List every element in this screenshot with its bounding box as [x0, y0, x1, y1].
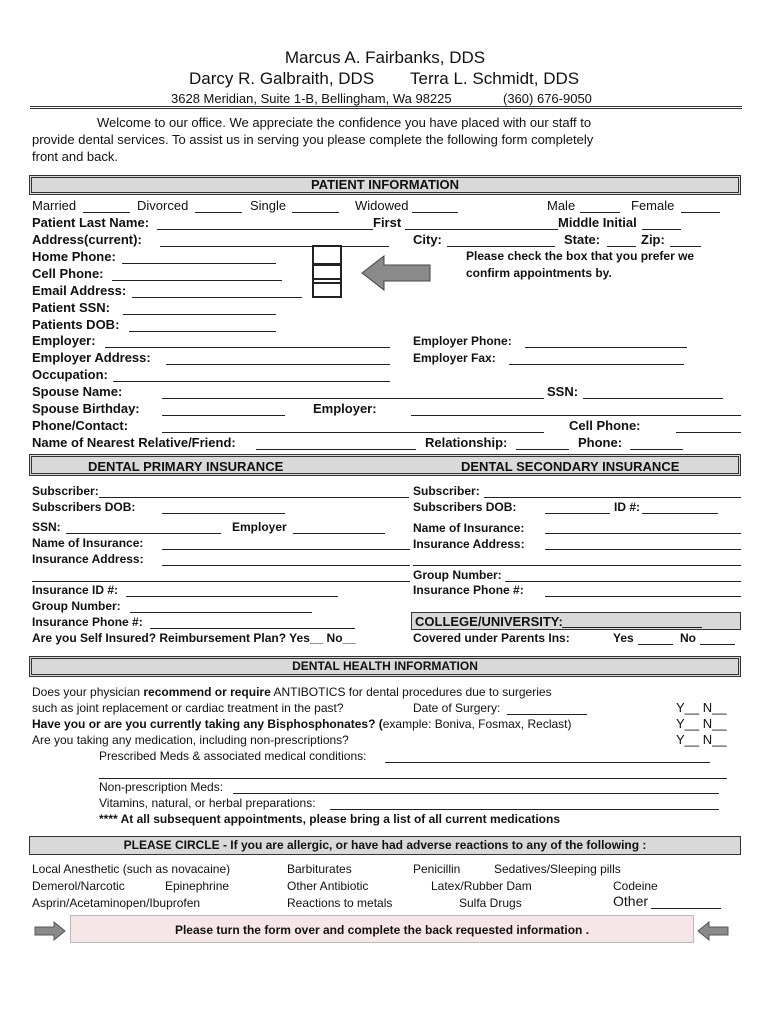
sec-insurance-address-field[interactable] — [545, 549, 741, 550]
insurance-id-field[interactable] — [126, 596, 338, 597]
email-label: Email Address: — [32, 283, 127, 298]
prescribed-meds-label: Prescribed Meds & associated medical conditions: — [99, 749, 367, 763]
welcome-line-2: provide dental services. To assist us in serving you please complete the following form completely — [32, 132, 594, 147]
allergy-other-label: Other — [613, 893, 649, 909]
medication-yn[interactable]: Y__ N__ — [676, 732, 727, 747]
dob-field[interactable] — [129, 331, 276, 332]
employer-phone-label: Employer Phone: — [413, 334, 512, 348]
patient-info-header — [29, 175, 741, 195]
ins-employer-label: Employer — [232, 520, 287, 534]
ins-employer-field[interactable] — [293, 533, 385, 534]
ins-ssn-field[interactable] — [66, 533, 221, 534]
cell-phone-label: Cell Phone: — [32, 266, 104, 281]
cell-phone2-field[interactable] — [676, 432, 741, 433]
insurance-address-field[interactable] — [162, 565, 410, 566]
college-label: COLLEGE/UNIVERSITY: — [415, 614, 563, 629]
employer-label: Employer: — [32, 333, 96, 348]
primary-insurance-title: DENTAL PRIMARY INSURANCE — [88, 459, 284, 474]
doctor-name-1: Marcus A. Fairbanks, DDS — [284, 48, 486, 67]
email-field[interactable] — [132, 297, 302, 298]
medication-question: Are you taking any medication, including non-prescriptions? — [32, 733, 349, 747]
group-number-label: Group Number: — [32, 599, 121, 613]
covered-no-label: No — [680, 631, 696, 645]
relative-phone-field[interactable] — [630, 449, 683, 450]
city-label: City: — [413, 232, 442, 247]
zip-label: Zip: — [641, 232, 665, 247]
nonprescription-label: Non-prescription Meds: — [99, 780, 224, 794]
doctor-name-3: Terra L. Schmidt, DDS — [410, 69, 580, 88]
vitamins-label: Vitamins, natural, or herbal preparations: — [99, 796, 316, 810]
subscribers-dob-label: Subscribers DOB: — [32, 500, 136, 514]
spouse-employer-field[interactable] — [411, 415, 741, 416]
secondary-insurance-title: DENTAL SECONDARY INSURANCE — [461, 459, 680, 474]
sec-id-label: ID #: — [614, 500, 641, 514]
covered-parents-label: Covered under Parents Ins: — [413, 631, 570, 645]
relationship-field[interactable] — [516, 449, 569, 450]
confirm-note-2: confirm appointments by. — [466, 266, 612, 280]
antibiotics-yn[interactable]: Y__ N__ — [676, 700, 727, 715]
sec-subscribers-dob-label: Subscribers DOB: — [413, 500, 517, 514]
right-arrow-icon — [34, 921, 66, 941]
last-name-label: Patient Last Name: — [32, 215, 150, 230]
sec-subscriber-field[interactable] — [484, 497, 741, 498]
sec-group-number-label: Group Number: — [413, 568, 502, 582]
college-box[interactable] — [411, 612, 741, 630]
single-label: Single — [250, 198, 287, 213]
welcome-line-3: front and back. — [32, 149, 118, 164]
date-surgery-label: Date of Surgery: — [413, 701, 501, 715]
nonprescription-field[interactable] — [233, 793, 719, 794]
allergy-local-anesthetic[interactable]: Local Anesthetic (such as novacaine) — [32, 862, 231, 876]
left-arrow-small-icon — [697, 921, 729, 941]
office-phone: (360) 676-9050 — [503, 91, 592, 106]
antibiotics-question-2: such as joint replacement or cardiac treatment in the past? — [32, 701, 344, 715]
zip-field[interactable] — [670, 246, 701, 247]
sec-insurance-phone-field[interactable] — [545, 596, 741, 597]
allergy-header — [29, 836, 741, 855]
nearest-relative-label: Name of Nearest Relative/Friend: — [32, 435, 236, 450]
widowed-field[interactable] — [412, 212, 458, 213]
allergy-other-field[interactable] — [651, 908, 721, 909]
health-title: DENTAL HEALTH INFORMATION — [292, 659, 478, 673]
vitamins-field[interactable] — [330, 809, 719, 810]
address-label: Address(current): — [32, 232, 142, 247]
insurance-name-field[interactable] — [162, 549, 410, 550]
prescribed-meds-field-2[interactable] — [99, 778, 727, 779]
home-phone-checkbox[interactable] — [312, 245, 342, 265]
footer-note-box — [70, 915, 694, 943]
married-field[interactable] — [83, 212, 130, 213]
spouse-employer-label: Employer: — [313, 401, 377, 416]
subscriber-field[interactable] — [99, 497, 409, 498]
relative-phone-label: Phone: — [578, 435, 623, 450]
covered-yes-field[interactable] — [638, 644, 673, 645]
date-surgery-field[interactable] — [507, 714, 587, 715]
allergy-barbiturates[interactable]: Barbiturates — [287, 862, 352, 876]
allergy-penicillin[interactable]: Penicillin — [413, 862, 461, 876]
first-name-label: First — [373, 215, 402, 230]
employer-phone-field[interactable] — [525, 347, 687, 348]
insurance-id-label: Insurance ID #: — [32, 583, 119, 597]
allergy-title: PLEASE CIRCLE - If you are allergic, or have had adverse reactions to any of the following : — [123, 838, 647, 852]
allergy-demerol[interactable]: Demerol/Narcotic — [32, 879, 125, 893]
state-field[interactable] — [607, 246, 636, 247]
patient-info-title: PATIENT INFORMATION — [310, 177, 460, 192]
occupation-field[interactable] — [113, 381, 390, 382]
home-phone-label: Home Phone: — [32, 249, 116, 264]
dob-label: Patients DOB: — [32, 317, 120, 332]
employer-fax-field[interactable] — [509, 364, 684, 365]
ssn-field[interactable] — [123, 314, 276, 315]
sec-subscriber-label: Subscriber: — [413, 484, 480, 498]
left-arrow-icon — [360, 254, 432, 292]
bring-list-note: **** At all subsequent appointments, please bring a list of all current medications — [99, 812, 560, 826]
phone-contact-label: Phone/Contact: — [32, 418, 129, 433]
antibiotics-question — [32, 685, 552, 699]
spouse-name-field[interactable] — [162, 398, 544, 399]
sec-insurance-address-field-2[interactable] — [413, 565, 741, 566]
insurance-phone-label: Insurance Phone #: — [32, 615, 143, 629]
sec-group-number-field[interactable] — [505, 581, 741, 582]
ins-ssn-label: SSN: — [32, 520, 61, 534]
ssn-label: Patient SSN: — [32, 300, 111, 315]
sec-insurance-name-label: Name of Insurance: — [413, 521, 525, 535]
email-checkbox[interactable] — [312, 278, 342, 298]
single-field[interactable] — [292, 212, 339, 213]
subscriber-label: Subscriber: — [32, 484, 99, 498]
spouse-ssn-field[interactable] — [583, 398, 723, 399]
self-insured-question: Are you Self Insured? Reimbursement Plan? Yes__ No__ — [32, 631, 356, 645]
address-field[interactable] — [160, 246, 389, 247]
allergy-latex[interactable]: Latex/Rubber Dam — [431, 879, 532, 893]
sec-insurance-name-field[interactable] — [545, 533, 741, 534]
spouse-name-label: Spouse Name: — [32, 384, 123, 399]
allergy-sedatives[interactable]: Sedatives/Sleeping pills — [494, 862, 621, 876]
bisphosphonates-question — [32, 717, 572, 731]
health-header — [29, 656, 741, 677]
insurance-address-label: Insurance Address: — [32, 552, 144, 566]
married-label: Married — [32, 198, 77, 213]
female-label: Female — [631, 198, 675, 213]
bisphosphonates-q-post: example: Boniva, Fosmax, Reclast) — [382, 717, 572, 731]
spouse-ssn-label: SSN: — [547, 384, 579, 399]
employer-field[interactable] — [105, 347, 390, 348]
state-label: State: — [564, 232, 601, 247]
sec-subscribers-dob-field[interactable] — [545, 513, 610, 514]
employer-address-field[interactable] — [166, 364, 390, 365]
covered-no-field[interactable] — [700, 644, 735, 645]
spouse-birthday-field[interactable] — [162, 415, 285, 416]
group-number-field[interactable] — [130, 612, 312, 613]
allergy-epinephrine[interactable]: Epinephrine — [165, 879, 230, 893]
doctor-name-2: Darcy R. Galbraith, DDS — [189, 69, 375, 88]
antibiotics-q-pre: Does your physician — [32, 685, 144, 699]
sec-insurance-address-label: Insurance Address: — [413, 537, 525, 551]
bisphosphonates-yn[interactable]: Y__ N__ — [676, 716, 727, 731]
cell-phone2-label: Cell Phone: — [569, 418, 641, 433]
covered-yes-label: Yes — [613, 631, 634, 645]
bisphosphonates-q-bold: Have you or are you currently taking any Bisphosphonates? ( — [32, 717, 383, 731]
antibiotics-q-bold: recommend or require — [143, 685, 271, 699]
spouse-birthday-label: Spouse Birthday: — [32, 401, 140, 416]
allergy-metals[interactable]: Reactions to metals — [287, 896, 393, 910]
middle-initial-field[interactable] — [642, 229, 681, 230]
city-field[interactable] — [447, 246, 555, 247]
footer-note: Please turn the form over and complete the back requested information . — [174, 923, 590, 937]
insurance-address-field-2[interactable] — [32, 581, 410, 582]
cell-phone-field[interactable] — [112, 280, 282, 281]
antibiotics-q-post: ANTIBOTICS for dental procedures due to surgeries — [270, 685, 552, 699]
office-address: 3628 Meridian, Suite 1-B, Bellingham, Wa 98225 — [171, 91, 452, 106]
divorced-label: Divorced — [137, 198, 189, 213]
allergy-codeine[interactable]: Codeine — [613, 879, 658, 893]
male-field[interactable] — [580, 212, 620, 213]
college-field[interactable] — [562, 627, 702, 628]
relationship-label: Relationship: — [425, 435, 508, 450]
employer-fax-label: Employer Fax: — [413, 351, 496, 365]
insurance-phone-field[interactable] — [150, 628, 355, 629]
occupation-label: Occupation: — [32, 367, 108, 382]
male-label: Male — [547, 198, 576, 213]
prescribed-meds-field[interactable] — [385, 762, 710, 763]
widowed-label: Widowed — [355, 198, 409, 213]
last-name-field[interactable] — [157, 229, 373, 230]
home-phone-field[interactable] — [122, 263, 276, 264]
sec-insurance-phone-label: Insurance Phone #: — [413, 583, 524, 597]
subscribers-dob-field[interactable] — [162, 513, 285, 514]
first-name-field[interactable] — [405, 229, 558, 230]
allergy-asprin[interactable]: Asprin/Acetaminopen/Ibuprofen — [32, 896, 201, 910]
sec-id-field[interactable] — [642, 513, 718, 514]
welcome-line-1: Welcome to our office. We appreciate the confidence you have placed with our staff to — [97, 115, 592, 130]
allergy-sulfa[interactable]: Sulfa Drugs — [459, 896, 522, 910]
insurance-header — [29, 454, 741, 476]
divorced-field[interactable] — [195, 212, 242, 213]
female-field[interactable] — [681, 212, 720, 213]
middle-initial-label: Middle Initial — [558, 215, 637, 230]
employer-address-label: Employer Address: — [32, 350, 151, 365]
confirm-note-1: Please check the box that you prefer we — [466, 249, 695, 263]
phone-contact-field[interactable] — [162, 432, 544, 433]
allergy-other-antibiotic[interactable]: Other Antibiotic — [287, 879, 369, 893]
insurance-name-label: Name of Insurance: — [32, 536, 144, 550]
header-rule — [30, 106, 742, 111]
nearest-relative-field[interactable] — [256, 449, 416, 450]
